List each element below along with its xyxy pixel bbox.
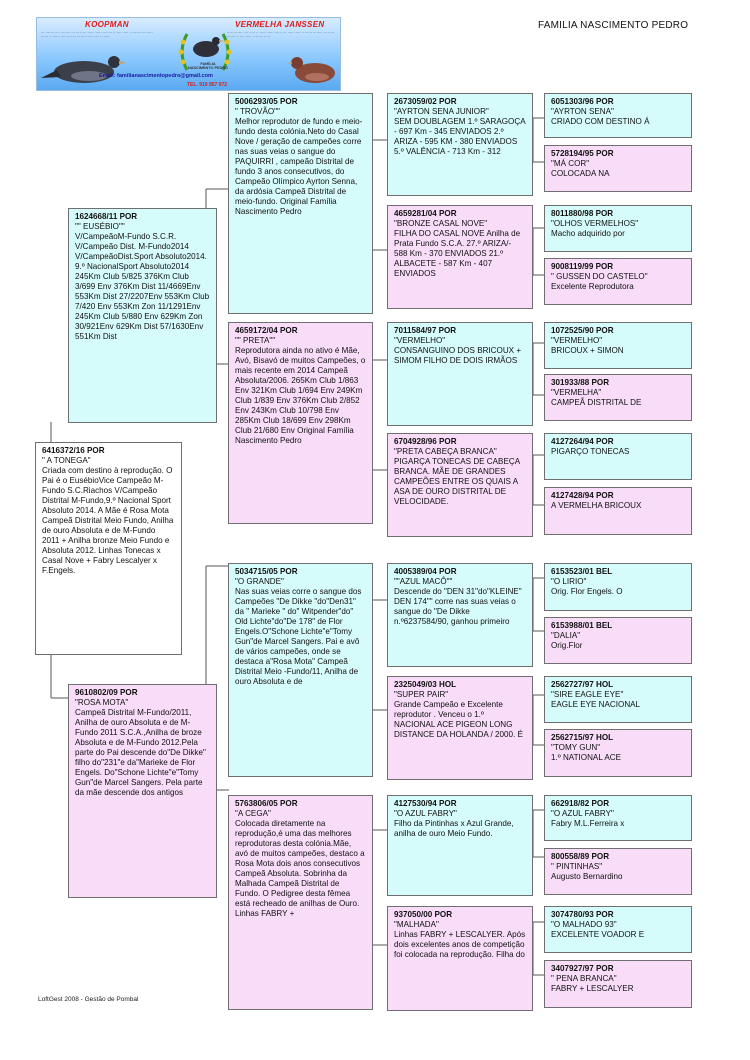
page-title: FAMILIA NASCIMENTO PEDRO (538, 20, 689, 31)
ring-number: 3074780/93 POR (551, 910, 614, 919)
ring-number: 9008119/99 POR (551, 262, 614, 271)
pigeon-notes: "AYRTON SENA" CRIADO COM DESTINO Á (551, 107, 650, 126)
pedigree-card-subject[interactable] (35, 442, 182, 655)
ring-number: 6153988/01 BEL (551, 621, 613, 630)
pigeon-notes: "PRETA CABEÇA BRANCA" PIGARÇA TONECAS DE CABEÇA BRANCA. MÃE DE GRANDES CAMPEÕES ENTRE OS QUAIS A ASA DE OURO DISTRITAL DE VELOCIDADE. (394, 447, 520, 506)
pedigree-card-ddsd[interactable] (544, 848, 692, 895)
pigeon-notes: "TOMY GUN" 1.º NATIONAL ACE (551, 743, 621, 762)
ring-number: 1624668/11 POR (75, 212, 138, 221)
ring-number: 5763806/05 POR (235, 799, 298, 808)
ring-number: 4127264/94 POR (551, 437, 614, 446)
pigeon-notes: "MALHADA" Linhas FABRY + LESCALYER. Após dois excelentes anos de competição foi colocada na reprodução. Filha do (394, 920, 526, 959)
pigeon-notes: "BRONZE CASAL NOVE" FILHA DO CASAL NOVE Anilha de Prata Fundo S.C.A. 27.º ARIZA/- 588 Km - 370 ENVIADOS 21.º ALBACETE - 587 Km - 407 ENVIADOS (394, 219, 521, 278)
pigeon-notes: PIGARÇO TONECAS (551, 447, 630, 456)
pigeon-notes: "O AZUL FABRY" Fabry M.L.Ferreira x (551, 809, 625, 828)
pigeon-notes: ""AZUL MACÔ"" Descende do "DEN 31"do"KLEINE" DEN 174"" corre nas suas veias o sangue do "De Dikke n.º6237584/90, ganhou primeiro (394, 577, 522, 626)
pigeon-notes: "VERMELHA" CAMPEÃ DISTRITAL DE (551, 388, 642, 407)
ring-number: 662918/82 POR (551, 799, 610, 808)
pigeon-notes: "" EUSÉBIO"" V/CampeãoM-Fundo S.C.R. V/Campeão Dist. M-Fundo2014 V/CampeãoDist.Sport Absoluto2014. 9.º NacionalSport Absoluto2014 245Km Club 5/825 376Km Club 3/699 Env 376Km Dist 11/4669Env 553Km Dist 27/2207Env 553Km Club 7/420 Env 553Km Zon 11/1291Env 245Km Club 5/880 Env 629Km Zon 30/921Env 629Km Dist 57/1630Env 551Km Dist (75, 222, 210, 341)
pigeon-notes: "O LIRIO" Orig. Flor Engels. O (551, 577, 623, 596)
ring-number: 5006293/05 POR (235, 97, 298, 106)
ring-number: 1072525/90 POR (551, 326, 614, 335)
pigeon-notes: " GUSSEN DO CASTELO" Excelente Reprodutora (551, 272, 648, 291)
pigeon-notes: A VERMELHA BRICOUX (551, 501, 642, 510)
pigeon-notes: " A TONEGA" Criada com destino à reprodução. O Pai é o EusébioVice Campeão M-Fundo S.C.Riachos V/Campeão Distrital M-Fundo,9.º Nacional Sport Absoluto 2014. A Mãe é Rosa Mota Campeã Distrital Meio Fundo, Anilha de ouro Absoluta e de M-Fundo 2011 + Anilha bronze Meio Fundo e Absoluta 2012. Linhas Tonecas x Casal Nove + Fabry Lescalyer x F.Engels. (42, 456, 174, 575)
pedigree-card-dam-dam[interactable] (228, 795, 373, 1010)
ring-number: 6153523/01 BEL (551, 567, 613, 576)
banner-phone: TEL. 919 957 972 (187, 82, 228, 88)
pedigree-card-sddd[interactable] (544, 487, 692, 535)
pigeon-notes: " PENA BRANCA" FABRY + LESCALYER (551, 974, 634, 993)
ring-number: 2673059/02 POR (394, 97, 457, 106)
pedigree-card-dddd[interactable] (544, 960, 692, 1008)
pedigree-card-ddss[interactable] (544, 795, 692, 841)
banner-left-fineprint: ··· ······· ···· ········ ··· ····· ··· ······ ····· ········ ·· ···· ····· ·· ······· ··· ····· ······ ·· ······ ···· ·· ····· ······ ······ ····· ·· ····· (41, 31, 153, 40)
pigeon-notes: "O MALHADO 93" EXCELENTE VOADOR E (551, 920, 645, 939)
banner-email: Email: familianascimentopedro@gmail.com (99, 73, 213, 79)
ring-number: 2562715/97 HOL (551, 733, 614, 742)
pedigree-card-sire-dam[interactable] (228, 322, 373, 524)
pedigree-card-sdd[interactable] (387, 433, 533, 537)
ring-number: 9610802/09 POR (75, 688, 138, 697)
pedigree-card-dam[interactable] (68, 684, 217, 898)
pigeon-notes: "ROSA MOTA" Campeã Distrital M-Fundo/2011, Anilha de ouro Absoluta e de M-Fundo 2011 S.C.A.,Anilha de broze Absoluta e de M-Fundo 2012.Pela parte do Pai descende do"De Dikke" filho do"231"e da"Marieke de Flor Engels. Do"Schone Lichte"e"Tomy Gun"de Marcel Sangers. Pela parte da mãe descende dos antigos (75, 698, 206, 797)
pigeon-notes: "SUPER PAIR" Grande Campeão e Excelente reprodutor . Venceu o 1.º NACIONAL ACE PIGEON LONG DISTANCE DA HOLANDA / 2000. É (394, 690, 523, 739)
pedigree-card-sire-sire[interactable] (228, 93, 373, 314)
pigeon-notes: " TROVÃO"" Melhor reprodutor de fundo e meio-fundo desta colónia.Neto do Casal Nove / geração de campeões corre nas suas veias o sangue do PAQUIRRI , campeão Distrital de fundo 3 anos consecutivos, do Campeão Olímpico Ayrton Senna, da ardósia Campeã Distrital de meio-fundo. Original Família Nascimento Pedro (235, 107, 363, 216)
pedigree-card-ssds[interactable] (544, 205, 692, 252)
pedigree-card-sss[interactable] (387, 93, 533, 196)
footer-credit: LoftGest 2008 - Gestão de Pombal (38, 996, 139, 1003)
ring-number: 3407927/97 POR (551, 964, 614, 973)
pedigree-card-sssd[interactable] (544, 145, 692, 192)
pedigree-card-ssss[interactable] (544, 93, 692, 138)
pedigree-card-ssdd[interactable] (544, 258, 692, 305)
pigeon-notes: "AYRTON SENA JUNIOR" SEM DOUBLAGEM 1.º SARAGOÇA - 697 Km - 345 ENVIADOS 2.º ARIZA - 595 KM - 380 ENVIADOS 5.º VALÊNCIA - 713 Km - 312 (394, 107, 526, 156)
pedigree-card-sdds[interactable] (544, 433, 692, 480)
ring-number: 7011584/97 POR (394, 326, 457, 335)
pedigree-card-ddds[interactable] (544, 906, 692, 953)
ring-number: 4005389/04 POR (394, 567, 457, 576)
ring-number: 5034715/05 POR (235, 567, 298, 576)
pedigree-card-sdsd[interactable] (544, 374, 692, 421)
pigeon-notes: "O AZUL FABRY" Filho da Pintinhas x Azul Grande, anilha de ouro Meio Fundo. (394, 809, 514, 838)
ring-number: 937050/00 POR (394, 910, 453, 919)
ring-number: 6416372/16 POR (42, 446, 105, 455)
pigeon-notes: "VERMELHO" BRICOUX + SIMON (551, 336, 624, 355)
pigeon-notes: "MÁ COR" COLOCADA NA (551, 159, 610, 178)
ring-number: 8011880/98 POR (551, 209, 614, 218)
ring-number: 4659172/04 POR (235, 326, 298, 335)
ring-number: 2325049/03 HOL (394, 680, 457, 689)
pedigree-card-dsss[interactable] (544, 563, 692, 611)
pedigree-card-ddd[interactable] (387, 906, 533, 1011)
ring-number: 6704928/96 POR (394, 437, 457, 446)
pedigree-card-dsd[interactable] (387, 676, 533, 780)
ring-number: 4127428/94 POR (551, 491, 614, 500)
pigeon-notes: " PINTINHAS" Augusto Bernardino (551, 862, 623, 881)
pigeon-notes: "VERMELHO" CONSANGUINO DOS BRICOUX + SIMOM FILHO DE DOIS IRMÃOS (394, 336, 522, 365)
pigeon-notes: "OLHOS VERMELHOS" Macho adquirido por (551, 219, 639, 238)
pedigree-card-dss[interactable] (387, 563, 533, 667)
pedigree-card-sdss[interactable] (544, 322, 692, 369)
pedigree-card-dds[interactable] (387, 795, 533, 896)
ring-number: 301933/88 POR (551, 378, 610, 387)
pedigree-card-dam-sire[interactable] (228, 563, 373, 777)
ring-number: 2562727/97 HOL (551, 680, 614, 689)
pigeon-notes: "A CEGA" Colocada diretamente na reprodução,é uma das melhores reprodutoras desta colónia.Mãe, avó de muitos campeões, destaco a Rosa Mota dois anos consecutivos Campeã Absoluta. Sobrinha da Malhada Campeã Distrital de Fundo. O Pedigree desta fêmea está recheado de anilhas de Ouro. Linhas FABRY + (235, 809, 365, 918)
pedigree-card-sds[interactable] (387, 322, 533, 426)
ring-number: 800558/89 POR (551, 852, 610, 861)
pedigree-card-ssd[interactable] (387, 205, 533, 309)
ring-number: 6051303/96 POR (551, 97, 614, 106)
banner-left-title: KOOPMAN (85, 20, 129, 29)
pigeon-notes: "" PRETA"" Reprodutora ainda no ativo é Mãe, Avó, Bisavó de muitos Campeões, o mais recente em 2014 Campeã Absoluta/2006. 265Km Club 1/863 Env 321Km Club 1/694 Env 249Km Club 1/839 Env 376Km Club 2/852 Env 243Km Club 10/798 Env 285Km Club 18/699 Env 298Km Club 21/680 Env Original Família Nascimento Pedro (235, 336, 366, 445)
banner-right-title: VERMELHA JANSSEN (235, 20, 325, 29)
ring-number: 4127530/94 POR (394, 799, 457, 808)
pedigree-card-dsds[interactable] (544, 676, 692, 723)
pedigree-card-dsdd[interactable] (544, 729, 692, 777)
pedigree-card-sire[interactable] (68, 208, 217, 423)
banner-loft-name: FAMÍLIA NASCIMENTO PEDRO (188, 62, 229, 71)
pigeon-notes: "DALIA" Orig.Flor (551, 631, 583, 650)
pedigree-card-dssd[interactable] (544, 617, 692, 664)
pigeon-notes: "SIRE EAGLE EYE" EAGLE EYE NACIONAL (551, 690, 641, 709)
pigeon-notes: "O GRANDE" Nas suas veias corre o sangue dos Campeões "De Dikke "do"Den31" da " Marieke " do" Witpender"do" Old Lichte"do"De 178" de Flor Engels.O"Schone Lichte"e"Tomy Gun"de Marcel Sangers. Pai e avô de vários campeões, onde se destaca a"Rosa Mota" Campeã Distrital Meio -Fundo/11, Anilha de ouro Absoluta e de (235, 577, 362, 686)
banner-right-fineprint: ····· ······· ···· ····· ·· ······ ····· ······ ··· ····· ····· ·· ······ ········ ··· ····· ······· ·· ···· ····· ·· ······ ····· (227, 31, 335, 40)
ring-number: 4659281/04 POR (394, 209, 457, 218)
ring-number: 5728194/95 POR (551, 149, 614, 158)
